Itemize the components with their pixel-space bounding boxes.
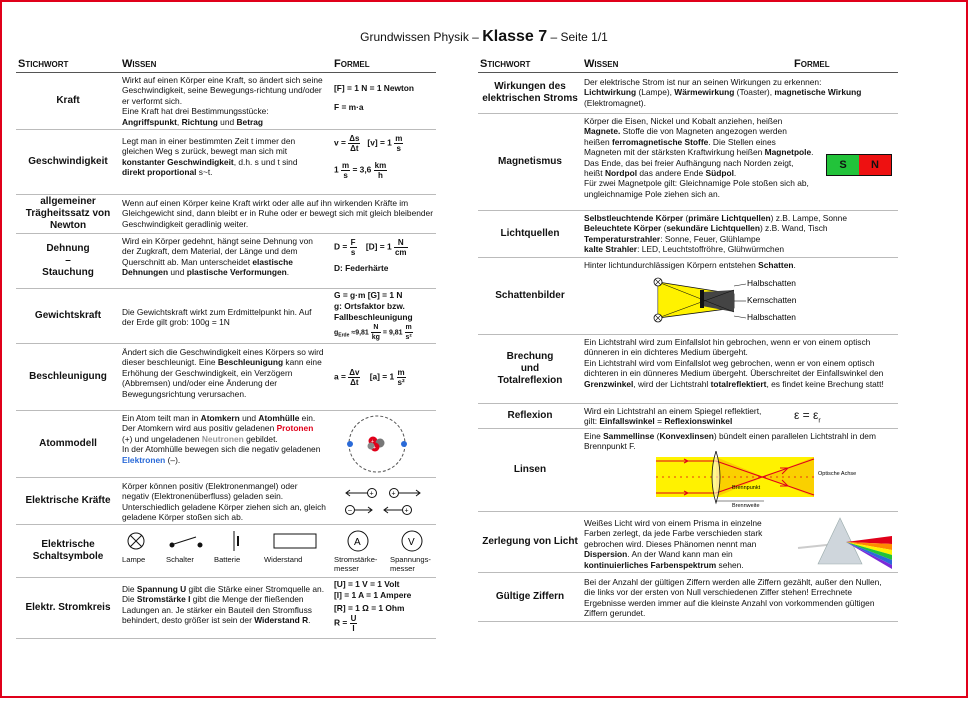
text: Betrag [236,116,264,127]
text: Weißes Licht wird von einem Prisma in einzelne Farben zerlegt, da jede Farbe verschieden stark gebrochen wird. Dieses Phänomen nennt man [584,518,763,549]
atom-model-diagram [342,413,412,475]
header-formel: Formel [334,58,370,70]
keyword-magnetismus: Magnetismus [498,156,562,167]
text: I [352,624,355,633]
text: ( [683,213,689,223]
north-pole: N [859,155,891,175]
text: Ändert sich die Geschwindigkeit eines Körpers so wird dieser beschleunigt. Eine [122,347,324,368]
text: r [818,417,821,425]
text: N [371,323,381,333]
table-header [478,56,898,73]
text: . [286,267,290,278]
text: Schatten [758,260,794,270]
fraction [397,368,406,387]
text: ) bündelt einen parallelen Lichtstrahl in dem Brennpunkt F. [584,431,876,452]
wissen-gueltige-ziffern: Bei der Anzahl der gültigen Ziffern werden alle Ziffern gezählt, außer den Nullen, die links vor der ersten von Null verschiedenen Ziffer stehen! Errechnete Ergebnisse werden immer auf die kleinste Anzahl von vorkommenden gültigen Ziffern gerundet. [584,577,882,619]
text: g [334,329,339,337]
keyword-wirkungen: Wirkungen des elektrischen Stroms [482,81,578,104]
shadow-diagram [646,272,806,332]
text: N [394,238,408,248]
text: v = [334,137,346,148]
text: a = [334,371,346,382]
text: . Die Stellen eines Magneten mit der stärksten Kraftwirkung heißen [584,136,776,158]
svg-text:+: + [404,507,409,515]
text: Einfallswinkel [599,416,655,427]
text: Magnete. [584,126,621,137]
text: : LED, Leuchtstoffröhre, Glühwürmchen [637,244,785,255]
row-reflexion [478,404,898,429]
keyword-gueltige-ziffern: Gültige Ziffern [495,591,565,602]
text: = 3,6 [352,164,372,175]
text: messer [390,564,415,573]
svg-text:–: – [348,507,352,514]
text: . [308,615,311,626]
text: . [793,260,796,270]
text: U [350,614,357,623]
row-gewichtskraft [16,289,436,344]
lamp-symbol [128,533,144,549]
fraction [348,134,360,153]
text: m [395,134,403,143]
fraction [394,238,408,257]
text: cm [394,248,407,257]
text: ε = ε [794,408,819,422]
row-stromkreis [16,578,436,639]
text: Für zwei Magnetpole gilt: Gleichnamige Pole stoßen sich ab, ungleichnamige Pole ziehen sich an. [584,178,809,199]
header-wissen: Wissen [122,58,157,70]
text: das andere Ende [637,168,706,179]
keyword-gewichtskraft: Gewichtskraft [34,310,102,321]
text: kg [371,334,380,341]
charge-force-diagram [342,484,428,518]
text: Stromstärke I [136,594,191,605]
text: Stromstärke- [334,555,378,564]
svg-text:+: + [373,445,376,451]
page-title [2,28,966,46]
row-brechung [478,335,898,404]
text: – [65,255,71,266]
voltmeter-letter: V [408,537,415,548]
text: Beschleunigung [217,357,284,368]
formel-kraft [334,83,414,113]
text: Brechung [506,351,554,362]
row-zerlegung [478,512,898,573]
svg-text:+: + [371,439,374,445]
text: Sammellinse [603,431,655,441]
text: . Das Ende, das bei freier Aufhängung nach Norden zeigt, heißt [584,147,814,179]
text: h [377,171,383,180]
text: [I] = 1 A = 1 Ampere [334,590,412,600]
text: Konvexlinsen [659,431,714,441]
text: Wärmewirkung [674,87,735,98]
wissen-gewichtskraft: Die Gewichtskraft wirkt zum Erdmittelpunkt hin. Auf der Erde gilt grob: 100g = 1N [122,307,312,328]
fraction [350,614,358,633]
text: = [654,416,665,427]
text: gilt: [584,416,600,427]
text: m [342,161,350,170]
keyword-schattenbilder: Schattenbilder [495,290,565,301]
right-table [478,56,898,622]
text: Hinter lichtundurchlässigen Körpern entstehen [584,260,759,270]
keyword-lichtquellen: Lichtquellen [500,228,560,239]
keyword-kraft: Kraft [56,95,80,106]
keyword-brechung [478,335,582,403]
row-elektrische-kraefte [16,478,436,525]
text: (Lampe), [636,87,675,98]
circuit-symbols [122,529,434,555]
header-wissen: Wissen [584,58,619,70]
text: Selbstleuchtende Körper [584,213,684,223]
formel-reflexion [794,408,821,424]
wissen-magnetismus [584,116,814,199]
keyword-traegheitssatz: allgemeiner Trägheitssatz von Newton [25,196,111,231]
text: R = [334,617,348,628]
text: s² [397,378,405,387]
keyword-schaltsymbole: Elektrische Schaltsymbole [32,539,104,562]
text: Dispersion [584,549,628,560]
row-atommodell [16,411,436,478]
text: Wirkt auf einen Körper eine Kraft, so ändert sich seine Geschwindigkeit, seine Bewegungs-richtung und/oder er verformt sich. [122,75,323,106]
label-brennpunkt: Brennpunkt [732,485,761,491]
text: primäre Lichtquellen [688,213,771,223]
text: ≈9,81 [349,329,369,337]
text: [v] = 1 [367,137,392,148]
text: : Sonne, Feuer, Glühlampe [660,233,761,244]
text: s [343,171,348,180]
text: ferromagnetische Stoffe [611,136,709,147]
text: Lichtwirkung [584,87,637,98]
title-prefix: Grundwissen Physik – [360,30,483,44]
label-halbschatten-top: Halbschatten [747,278,796,288]
lens-diagram [656,451,898,509]
text: s [350,248,356,257]
text: Wird ein Lichtstrahl an einem Spiegel reflektiert, [584,406,762,416]
text: kann eine Erhöhung der Geschwindigkeit, ein Verzögern (Abbremsen) und/oder eine Änderung der Bewegungsrichtung verursachen. [122,357,322,399]
keyword-elektrische-kraefte: Elektrische Kräfte [25,495,111,506]
text: (+) und ungeladenen [122,433,202,444]
text: totalreflektiert [710,378,767,389]
row-schaltsymbole [16,525,436,578]
text: . [733,168,737,179]
fraction [374,161,388,180]
label-strommesser [334,555,394,573]
title-class: Klasse 7 [482,28,548,45]
ammeter-letter: A [354,537,361,548]
text: Der elektrische Strom ist nur an seinen Wirkungen zu erkennen: [584,77,822,87]
text: m [397,368,405,377]
resistor-symbol [274,534,316,548]
text: [a] = 1 [369,371,395,382]
text: Δv [349,368,360,377]
row-kraft [16,73,436,130]
formula-newton: F = m·a [334,102,364,112]
table-header [16,56,436,73]
wissen-linsen [584,431,898,452]
formel-stromkreis [334,579,411,633]
text: und [520,363,540,374]
text: und [168,267,187,278]
text: g: Ortsfaktor bzw. Fallbeschleunigung [334,301,413,322]
label-batterie: Batterie [214,555,241,564]
wissen-dehnung [122,236,322,278]
wissen-lichtquellen [584,213,898,255]
text: F [350,238,356,247]
keyword-linsen: Linsen [513,464,547,475]
text: und [217,116,237,127]
fraction [348,368,360,387]
fraction [405,323,413,342]
text: D = [334,241,348,252]
text: Spannungs- [390,555,431,564]
row-gueltige-ziffern [478,573,898,622]
title-suffix: – Seite 1/1 [547,30,608,44]
header-stichwort: Stichwort [480,58,531,70]
text: Protonen [276,423,314,434]
text: ) z.B. Wand, Tisch [759,223,828,234]
text: direkt proportional [122,167,197,178]
text: und [239,413,259,423]
text: Nordpol [604,168,638,179]
text: gibt die Menge der fließenden Ladungen an. Je stärker ein Bauteil den Stromfluss behindert, desto größer ist sein der [122,594,312,626]
text: s~t. [196,167,213,178]
text: gebildet. [243,433,278,444]
row-geschwindigkeit [16,130,436,195]
text: Eine [584,431,604,441]
label-kernschatten: Kernschatten [747,295,797,305]
wissen-geschwindigkeit [122,136,322,178]
text: , wird der Lichtstrahl [633,378,711,389]
text: Dehnung [46,243,90,254]
text: Angriffspunkt [122,116,177,127]
text: , es findet keine Brechung statt! [766,378,884,389]
formula-unit: [F] = 1 N = 1 Newton [334,83,415,93]
text: [D] = 1 [365,241,392,252]
text: ein. Der Atomkern wird aus positiv geladenen [122,413,316,434]
label-halbschatten-bottom: Halbschatten [747,312,796,322]
formel-gewichtskraft [334,290,436,342]
text: , [176,116,182,127]
formula-note: D: Federhärte [334,263,389,273]
wissen-zerlegung [584,518,790,570]
label-lampe: Lampe [122,555,146,564]
keyword-zerlegung: Zerlegung von Licht [482,536,578,547]
svg-text:+: + [391,490,396,498]
wissen-beschleunigung [122,347,326,399]
text: ( [654,431,660,441]
text: Die [122,584,137,594]
text: Eine Kraft hat drei Bestimmungsstücke: [122,106,269,117]
row-linsen [478,429,898,512]
label-brennweite: Brennweite [732,503,760,509]
keyword-reflexion: Reflexion [507,410,553,421]
formel-dehnung [334,238,408,274]
text: (Elektromagnet). [584,97,646,108]
keyword-dehnung [16,234,120,288]
text: Körper die Eisen, Nickel und Kobalt anziehen, heißen [584,116,783,126]
text: 1 [334,164,339,175]
text: Grenzwinkel [584,378,634,389]
wissen-wirkungen [584,77,898,108]
text: Δt [350,144,359,153]
text: , d.h. s und t sind [233,156,298,167]
text: s² [405,334,412,341]
wissen-elektrische-kraefte: Körper können positiv (Elektronenmangel) oder negativ (Elektronenüberfluss) geladen sein. Unterschiedlich geladene Körper ziehen sich an, gleich geladene Körper stoßen sich ab. [122,481,326,523]
text: = 9,81 [382,329,403,337]
label-optische-achse: Optische Achse [818,471,857,477]
fraction [341,161,350,180]
text: Reflexionswinkel [664,416,733,427]
wissen-brechung [584,337,890,389]
text: (–). [165,454,181,465]
wissen-schattenbilder [584,260,898,270]
wissen-kraft [122,75,326,127]
wissen-stromkreis [122,584,326,626]
wissen-traegheitssatz: Wenn auf einen Körper keine Kraft wirkt oder alle auf ihn wirkenden Kräfte im Gleichgewicht sind, dann bleibt er in Ruhe oder er bewegt sich mit gleich bleibender Geschwindigkeit geradlinig weiter. [122,198,433,229]
label-widerstand: Widerstand [264,555,303,564]
text: Legt man in einer bestimmten Zeit t immer den gleichen Weg s zurück, bewegt man sich mit [122,136,296,157]
fraction [371,323,381,342]
text: sekundäre Lichtquellen [666,223,760,234]
row-schattenbilder [478,258,898,335]
south-pole: S [827,155,859,175]
text: magnetische Wirkung [774,87,862,98]
fraction [394,134,403,153]
keyword-geschwindigkeit: Geschwindigkeit [28,156,108,167]
text: Widerstand R [254,615,309,626]
svg-text:+: + [369,490,374,498]
text: . An der Wand kann man ein [627,549,733,560]
text: kontinuierliches Farbenspektrum [584,559,717,570]
row-traegheitssatz [16,195,436,234]
row-dehnung [16,234,436,289]
left-table [16,56,436,639]
text: ) z.B. Lampe, Sonne [770,213,847,223]
text: s [396,144,401,153]
text: elastische Dehnungen [122,256,293,278]
text: In der Atomhülle bewegen sich die negativ geladenen [122,444,321,455]
header-formel: Formel [794,58,830,70]
text: m [405,324,412,331]
label-spannungsmesser [390,555,440,573]
formel-geschwindigkeit [334,134,403,180]
text: Beleuchtete Körper [584,223,662,234]
text: Neutronen [201,433,244,444]
text: Δs [349,134,360,143]
text: (Toaster), [734,87,775,98]
keyword-beschleunigung: Beschleunigung [29,371,107,382]
text: konstanter Geschwindigkeit [122,156,234,167]
fraction [350,238,357,257]
bar-magnet [826,154,892,176]
text: [R] = 1 Ω = 1 Ohm [334,603,405,613]
row-wirkungen [478,73,898,114]
text: G = g·m [G] = 1 N [334,290,403,300]
text: Erde [338,332,350,339]
text: Wird ein Körper gedehnt, hängt seine Dehnung von der Zugkraft, dem Material, der Länge und dem Querschnitt ab. Man unterscheidet [122,236,313,267]
text: Ein Lichtstrahl wird zum Einfallslot hin gebrochen, wenn er von einem optisch dünneren in ein dichteres Medium übergeht. [584,337,871,358]
text: gibt die Stärke einer Stromquelle an. Die [122,584,325,605]
formel-beschleunigung [334,368,406,387]
text: Stauchung [42,267,94,278]
prism-diagram [796,514,896,570]
text: Atomkern [200,413,240,423]
text: kalte Strahler [584,244,638,255]
text: Richtung [181,116,218,127]
text: Stoffe die von Magneten angezogen werden heißen [584,126,787,147]
text: Südpol [705,168,734,179]
text: [U] = 1 V = 1 Volt [334,579,400,589]
keyword-stromkreis: Elektr. Stromkreis [25,602,111,613]
text: Ein Lichtstrahl wird vom Einfallslot weg gebrochen, wenn er von einem optisch dichteren in ein dünneres Medium übergeht. Überschreitet der Einfallswinkel den [584,357,884,379]
text: Δt [350,378,359,387]
row-magnetismus [478,114,898,211]
label-schalter: Schalter [166,555,194,564]
switch-symbol [170,537,202,547]
wissen-reflexion [584,406,804,427]
text: Spannung U [136,584,187,594]
row-lichtquellen [478,211,898,258]
text: Atomhülle [258,413,300,423]
text: messer [334,564,359,573]
text: Elektronen [122,454,166,465]
text: sehen. [716,559,744,570]
text: Temperaturstrahler [584,233,661,244]
text: Magnetpole [764,147,812,158]
text: Totalreflexion [497,375,563,386]
text: Ein Atom teilt man in [122,413,201,423]
header-stichwort: Stichwort [18,58,69,70]
text: km [374,161,387,170]
row-beschleunigung [16,344,436,411]
wissen-atommodell [122,413,326,465]
text: ( [661,223,667,234]
battery-symbol [234,531,238,551]
text: plastische Verformungen [186,267,287,278]
keyword-atommodell: Atommodell [39,438,97,449]
